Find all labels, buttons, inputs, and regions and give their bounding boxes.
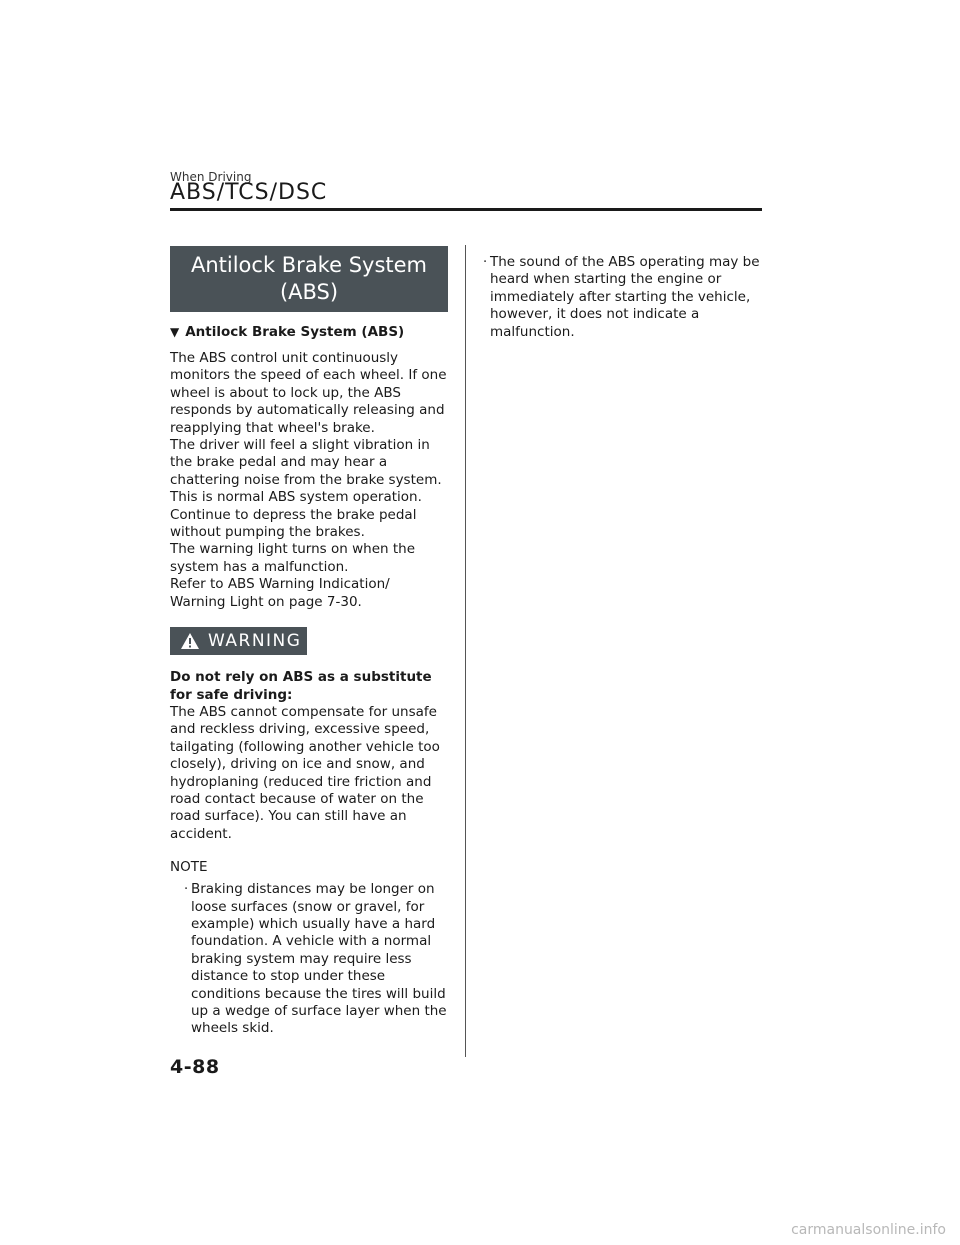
list-item-text: Braking distances may be longer on loose surfaces (snow or gravel, for example) which usually have a hard foundation. A vehicle with a normal braking system may require less distance to stop under these conditions because the tires will build up a wedge of surface layer when the wheels skid. [191,881,447,1037]
header-section-label: When Driving [170,170,252,184]
header-rule [170,208,762,211]
paragraph: The ABS control unit continuously monitors the speed of each wheel. If one wheel is about to lock up, the ABS responds by automatically releasing and reapplying that wheel's brake. [170,350,447,436]
note-list [481,254,766,341]
note-label: NOTE [170,859,208,876]
right-column [481,254,766,341]
warning-heading: Do not rely on ABS as a substitute for safe driving: [170,669,432,703]
section-banner [170,246,448,312]
subhead-text: Antilock Brake System (ABS) [185,324,405,340]
paragraph: The driver will feel a slight vibration in the brake pedal and may hear a chattering noise from the brake system. This is normal ABS system operation. Continue to depress the brake pedal without pumping the brakes. [170,437,442,541]
body-text [170,350,448,611]
paragraph: The warning light turns on when the system has a malfunction. [170,541,416,575]
warning-badge [170,627,307,655]
header-title: ABS/TCS/DSC [170,180,328,205]
footer-watermark: carmanualsonline.info [791,1222,946,1238]
note-list [170,881,448,1038]
list-item [481,254,766,341]
paragraph: Refer to ABS Warning Indication/ Warning Light on page 7-30. [170,576,390,610]
bullet-icon: · [483,255,488,270]
bullet-icon: · [184,882,189,898]
left-column [170,246,448,1038]
banner-line-2: (ABS) [279,280,339,304]
column-divider [465,245,466,1057]
warning-label: WARNING [208,631,302,652]
page-number: 4-88 [170,1056,220,1078]
warning-body [170,669,448,843]
banner-line-1: Antilock Brake System [190,253,428,277]
subhead [170,324,448,340]
list-item [170,881,448,1038]
list-item-text: The sound of the ABS operating may be heard when starting the engine or immediately after starting the vehicle, however, it does not indicate a malfunction. [490,254,760,340]
triangle-down-icon: ▼ [170,325,180,339]
warning-icon [180,632,200,650]
warning-text: The ABS cannot compensate for unsafe and reckless driving, excessive speed, tailgating (following another vehicle too closely), driving on ice and snow, and hydroplaning (reduced tire friction and road contact because of water on the road surface). You can still have an accident. [170,703,440,842]
